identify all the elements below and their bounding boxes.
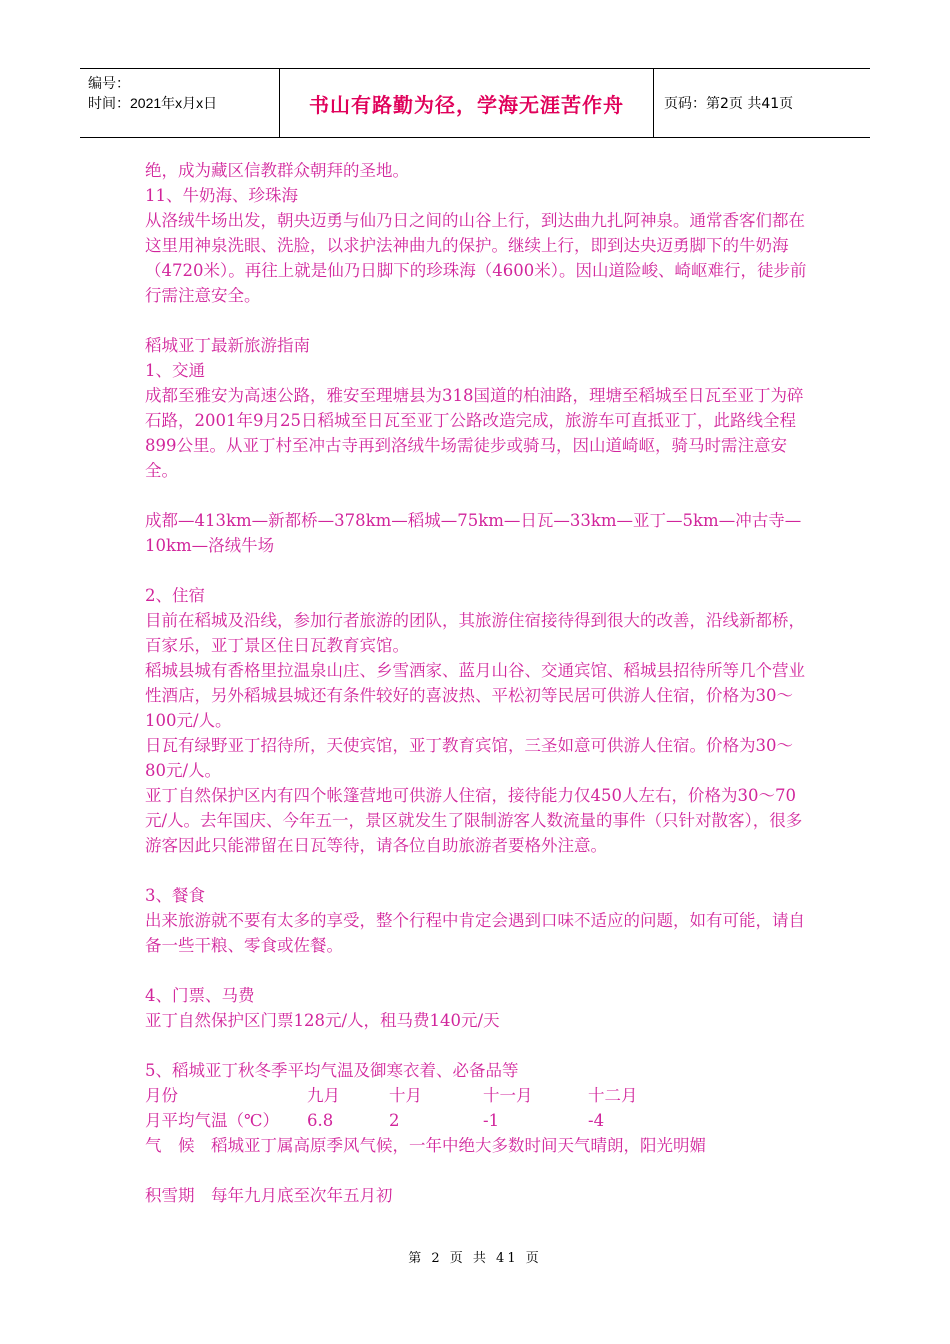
climate-line: 气 候 稻城亚丁属高原季风气候，一年中绝大多数时间天气晴朗，阳光明媚 xyxy=(145,1136,706,1155)
number-label: 编号： xyxy=(88,75,130,91)
blank-line xyxy=(145,308,810,333)
document-body xyxy=(145,158,810,1208)
paragraph: 3、餐食 xyxy=(145,886,205,905)
header-meta xyxy=(80,69,280,137)
table-cell: 6.8 xyxy=(307,1111,334,1130)
temperature-table-header xyxy=(145,1083,810,1108)
blank-line xyxy=(145,858,810,883)
table-cell: 2 xyxy=(389,1111,400,1130)
paragraph: 4、门票、马费 xyxy=(145,986,255,1005)
table-cell: 十一月 xyxy=(483,1086,533,1105)
paragraph: 亚丁自然保护区内有四个帐篷营地可供游人住宿，接待能力仅450人左右，价格为30～70元/人。去年国庆、今年五一，景区就发生了限制游客人数流量的事件（只针对散客），很多游客因此只能滞留在日瓦等待，请各位自助旅游者要格外注意。 xyxy=(145,786,803,855)
paragraph: 稻城县城有香格里拉温泉山庄、乡雪酒家、蓝月山谷、交通宾馆、稻城县招待所等几个营业性酒店，另外稻城县城还有条件较好的喜波热、平松初等民居可供游人住宿，价格为30～100元/人。 xyxy=(145,661,805,730)
table-cell: 九月 xyxy=(307,1086,340,1105)
blank-line xyxy=(145,1033,810,1058)
header-page-info: 页码：第2页 共41页 xyxy=(664,96,794,112)
paragraph: 成都—413km—新都桥—378km—稻城—75km—日瓦—33km—亚丁—5km—冲古寺—10km—洛绒牛场 xyxy=(145,511,802,555)
table-cell: 月平均气温（℃） xyxy=(145,1111,279,1130)
table-cell: 十二月 xyxy=(588,1086,638,1105)
paragraph: 稻城亚丁最新旅游指南 xyxy=(145,336,310,355)
paragraph-list xyxy=(145,158,810,1083)
temperature-table-row xyxy=(145,1108,810,1133)
paragraph: 日瓦有绿野亚丁招待所，天使宾馆，亚丁教育宾馆，三圣如意可供游人住宿。价格为30～80元/人。 xyxy=(145,736,793,780)
table-cell: 十月 xyxy=(389,1086,422,1105)
paragraph: 成都至雅安为高速公路，雅安至理塘县为318国道的柏油路，理塘至稻城至日瓦至亚丁为碎石路，2001年9月25日稻城至日瓦至亚丁公路改造完成，旅游车可直抵亚丁，此路线全程899公里。从亚丁村至冲古寺再到洛绒牛场需徒步或骑马，因山道崎岖，骑马时需注意安全。 xyxy=(145,386,804,480)
page-header xyxy=(80,68,870,138)
time-label: 时间：2021年x月x日 xyxy=(88,95,218,111)
paragraph: 1、交通 xyxy=(145,361,205,380)
snow-line: 积雪期 每年九月底至次年五月初 xyxy=(145,1186,393,1205)
paragraph: 5、稻城亚丁秋冬季平均气温及御寒衣着、必备品等 xyxy=(145,1061,519,1080)
table-cell: -4 xyxy=(588,1111,605,1130)
paragraph: 绝，成为藏区信教群众朝拜的圣地。 xyxy=(145,161,409,180)
table-cell: 月份 xyxy=(145,1086,178,1105)
blank-line xyxy=(145,483,810,508)
paragraph: 目前在稻城及沿线，参加行者旅游的团队，其旅游住宿接待得到很大的改善，沿线新都桥，百家乐，亚丁景区住日瓦教育宾馆。 xyxy=(145,611,805,655)
page-footer: 第 2 页 共 41 页 xyxy=(408,1251,542,1266)
blank-line xyxy=(145,558,810,583)
paragraph: 亚丁自然保护区门票128元/人，租马费140元/天 xyxy=(145,1011,500,1030)
table-cell: -1 xyxy=(483,1111,500,1130)
header-motto: 书山有路勤为径，学海无涯苦作舟 xyxy=(280,69,654,137)
blank-line xyxy=(145,1158,810,1183)
paragraph: 出来旅游就不要有太多的享受，整个行程中肯定会遇到口味不适应的问题，如有可能，请自备一些干粮、零食或佐餐。 xyxy=(145,911,805,955)
paragraph: 从洛绒牛场出发，朝央迈勇与仙乃日之间的山谷上行，到达曲九扎阿神泉。通常香客们都在这里用神泉洗眼、洗脸，以求护法神曲九的保护。继续上行，即到达央迈勇脚下的牛奶海（4720米）。再往上就是仙乃日脚下的珍珠海（4600米）。因山道险峻、崎岖难行，徒步前行需注意安全。 xyxy=(145,211,807,305)
paragraph: 11、牛奶海、珍珠海 xyxy=(145,186,298,205)
blank-line xyxy=(145,958,810,983)
paragraph: 2、住宿 xyxy=(145,586,205,605)
